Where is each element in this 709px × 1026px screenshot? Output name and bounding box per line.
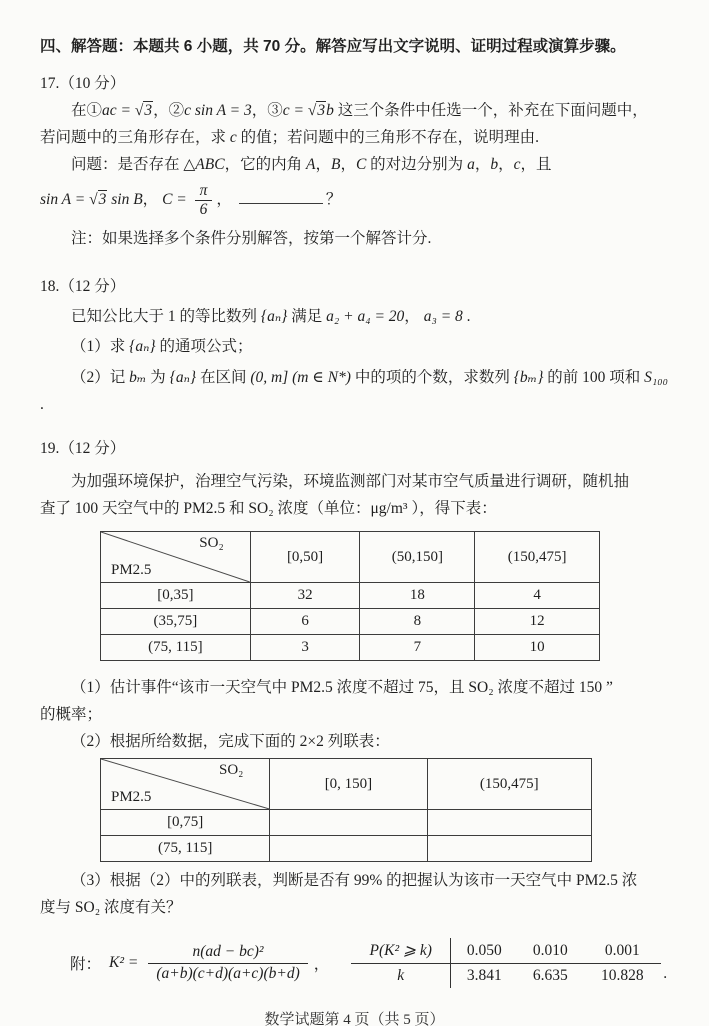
- k-value: 6.635: [517, 963, 583, 988]
- segment-m: c: [513, 156, 521, 173]
- formula-period: .: [663, 965, 668, 982]
- table-row: [101, 583, 600, 609]
- k-squared-formula: [70, 935, 669, 991]
- segment-t: ，: [142, 191, 163, 208]
- segment-sq: √3: [134, 102, 153, 119]
- q19-part2: （2）根据所给数据，完成下面的 2×2 列联表：: [71, 733, 390, 750]
- q19-number: 19.（12 分）: [40, 440, 126, 457]
- formula-comma: ，: [313, 956, 330, 973]
- q18-intro: [40, 303, 669, 330]
- table-row: [101, 609, 600, 635]
- segment-t: ，②: [153, 102, 185, 119]
- segment-t: 已知公比大于 1 的等比数列: [71, 308, 261, 325]
- critical-value-table: [351, 938, 661, 988]
- segment-t: 问题：是否存在: [71, 156, 184, 173]
- q19-part3-line1: （3）根据（2）中的列联表，判断是否有 99% 的把握认为该市一天空气中 PM2.5 浓: [71, 872, 638, 889]
- segment-m: a: [467, 156, 475, 173]
- q19-intro-line2: 查了 100 天空气中的 PM2.5 和 SO₂ 浓度（单位：μg/m³ ），得下表：: [40, 500, 497, 517]
- q18-number: 18.（12 分）: [40, 278, 126, 295]
- segment-m: (0, m] (m ∈ N*): [250, 369, 351, 386]
- segment-t: ，它的内角: [224, 156, 306, 173]
- q17-note: 注：如果选择多个条件分别解答，按第一个解答计分.: [71, 230, 432, 247]
- segment-t: 的前 100 项和: [543, 369, 645, 386]
- segment-m: S₁₀₀: [644, 369, 669, 386]
- cell-value: 7: [360, 635, 475, 661]
- segment-t: ，: [474, 156, 491, 173]
- column-header: (50,150]: [360, 532, 475, 583]
- p-row-label: P(K² ⩾ k): [351, 938, 451, 963]
- q17-instruction-line: [40, 124, 669, 151]
- p-value: 0.001: [604, 941, 640, 959]
- segment-m: a₂ + a₄ = 20: [326, 308, 405, 325]
- pm25-axis-label: PM2.5: [111, 562, 152, 578]
- segment-m: c =: [282, 102, 308, 119]
- so2-axis-label: SO₂: [218, 762, 244, 778]
- segment-t: ，且: [520, 156, 552, 173]
- segment-t: 的通项公式；: [155, 338, 253, 355]
- segment-t: .: [462, 308, 471, 325]
- q19-part3-line2: 度与 SO₂ 浓度有关？: [40, 899, 182, 916]
- segment-m: B: [330, 156, 341, 173]
- table-row: [101, 635, 600, 661]
- cell-value: 6: [250, 609, 360, 635]
- segment-t: （1）求: [71, 338, 130, 355]
- q19-part1-line1: （1）估计事件“该市一天空气中 PM2.5 浓度不超过 75，且 SO₂ 浓度不超过 150 ”: [71, 679, 613, 696]
- p-value: 0.010: [532, 941, 568, 959]
- cell-value: 4: [475, 583, 600, 609]
- row-label: (75, 115]: [101, 836, 270, 862]
- cell-value: 10: [475, 635, 600, 661]
- k-value: 10.828: [583, 963, 661, 988]
- segment-t: ，: [404, 308, 424, 325]
- empty-cell: [427, 810, 592, 836]
- k-value: 3.841: [451, 963, 517, 988]
- so2-axis-label: SO₂: [199, 535, 224, 551]
- segment-m: sin B: [107, 191, 143, 208]
- segment-t: 的对边分别为: [366, 156, 468, 173]
- page-footer: 数学试题第 4 页（共 5 页）: [264, 1012, 445, 1026]
- cell-value: 18: [360, 583, 475, 609]
- row-label: [0,35]: [101, 583, 251, 609]
- segment-m: bₘ: [129, 369, 147, 386]
- q17-question-line: [40, 151, 669, 178]
- cell-value: 8: [360, 609, 475, 635]
- empty-cell: [270, 810, 427, 836]
- segment-m: C =: [162, 191, 191, 208]
- segment-t: 的值；若问题中的三角形不存在，说明理由.: [236, 129, 540, 146]
- segment-m: {bₘ}: [513, 369, 544, 386]
- diagonal-header-cell: [101, 759, 270, 810]
- segment-m: {aₙ}: [129, 338, 156, 355]
- column-header: [0, 150]: [270, 759, 427, 810]
- empty-cell: [270, 836, 427, 862]
- contingency-table: [100, 758, 592, 862]
- appendix-label: 附：: [70, 956, 102, 973]
- segment-t: ，③: [251, 102, 283, 119]
- segment-sq: √3: [307, 102, 326, 119]
- q17-equation-line: [40, 178, 669, 222]
- segment-m: c: [229, 129, 237, 146]
- segment-m: a₃ = 8: [423, 308, 463, 325]
- segment-t: 满足: [287, 308, 327, 325]
- segment-t: 这三个条件中任选一个，补充在下面问题中，: [333, 102, 648, 119]
- row-label: (35,75]: [101, 609, 251, 635]
- cell-value: 32: [250, 583, 360, 609]
- pm25-axis-label: PM2.5: [111, 789, 152, 805]
- row-label: (75, 115]: [101, 635, 251, 661]
- q18-part1: [40, 333, 669, 360]
- frequency-table: [100, 531, 600, 661]
- column-header: (150,475]: [475, 532, 600, 583]
- q19-intro-line1: 为加强环境保护，治理空气污染，环境监测部门对某市空气质量进行调研，随机抽: [71, 473, 630, 490]
- segment-m: b: [490, 156, 499, 173]
- segment-m: C: [355, 156, 367, 173]
- q17-number: 17.（10 分）: [40, 75, 126, 92]
- segment-m: sin A =: [40, 191, 90, 208]
- segment-t: ，: [340, 156, 356, 173]
- q17-conditions-line: [40, 97, 669, 124]
- segment-t: 若问题中的三角形存在，求: [40, 129, 230, 146]
- k-squared-lhs: K² =: [109, 954, 139, 971]
- segment-t: ，: [315, 156, 331, 173]
- segment-sq: √3: [89, 191, 107, 208]
- segment-t: （2）记: [71, 369, 130, 386]
- segment-m: △ABC: [183, 156, 225, 173]
- row-label: [0,75]: [101, 810, 270, 836]
- empty-cell: [427, 836, 592, 862]
- segment-t: ，: [498, 156, 514, 173]
- table-row: [101, 836, 592, 862]
- p-value: 0.050: [466, 941, 502, 959]
- column-header: [0,50]: [250, 532, 360, 583]
- segment-m: A: [305, 156, 316, 173]
- cell-value: 12: [475, 609, 600, 635]
- segment-m: {aₙ}: [169, 369, 197, 386]
- k-row-label: k: [351, 963, 451, 988]
- segment-t: 为: [146, 369, 170, 386]
- section-heading: 四、解答题：本题共 6 小题，共 70 分。解答应写出文字说明、证明过程或演算步骤。: [40, 38, 626, 55]
- segment-t: 在①: [71, 102, 103, 119]
- q19-part1-line2: 的概率；: [40, 706, 103, 723]
- table-row: [101, 810, 592, 836]
- diagonal-header-cell: [101, 532, 251, 583]
- segment-t: ？: [325, 191, 342, 208]
- segment-m: {aₙ}: [260, 308, 288, 325]
- segment-t: 中的项的个数，求数列: [350, 369, 514, 386]
- segment-frac: $\frac{\pi}{6}$: [195, 182, 213, 219]
- segment-m: c sin A = 3: [184, 102, 252, 119]
- k-squared-fraction: $\frac{\text{n(ad − bc)²}}{(a+b)(c+d)(a+c)(b+d)}$: [148, 942, 307, 983]
- segment-blank: [239, 189, 323, 204]
- segment-m: b: [326, 102, 334, 119]
- column-header: (150,475]: [427, 759, 592, 810]
- q18-part2: [40, 364, 669, 418]
- segment-t: .: [40, 396, 44, 413]
- segment-m: ac =: [102, 102, 135, 119]
- segment-t: 在区间: [196, 369, 251, 386]
- cell-value: 3: [250, 635, 360, 661]
- segment-t: ，: [216, 191, 232, 208]
